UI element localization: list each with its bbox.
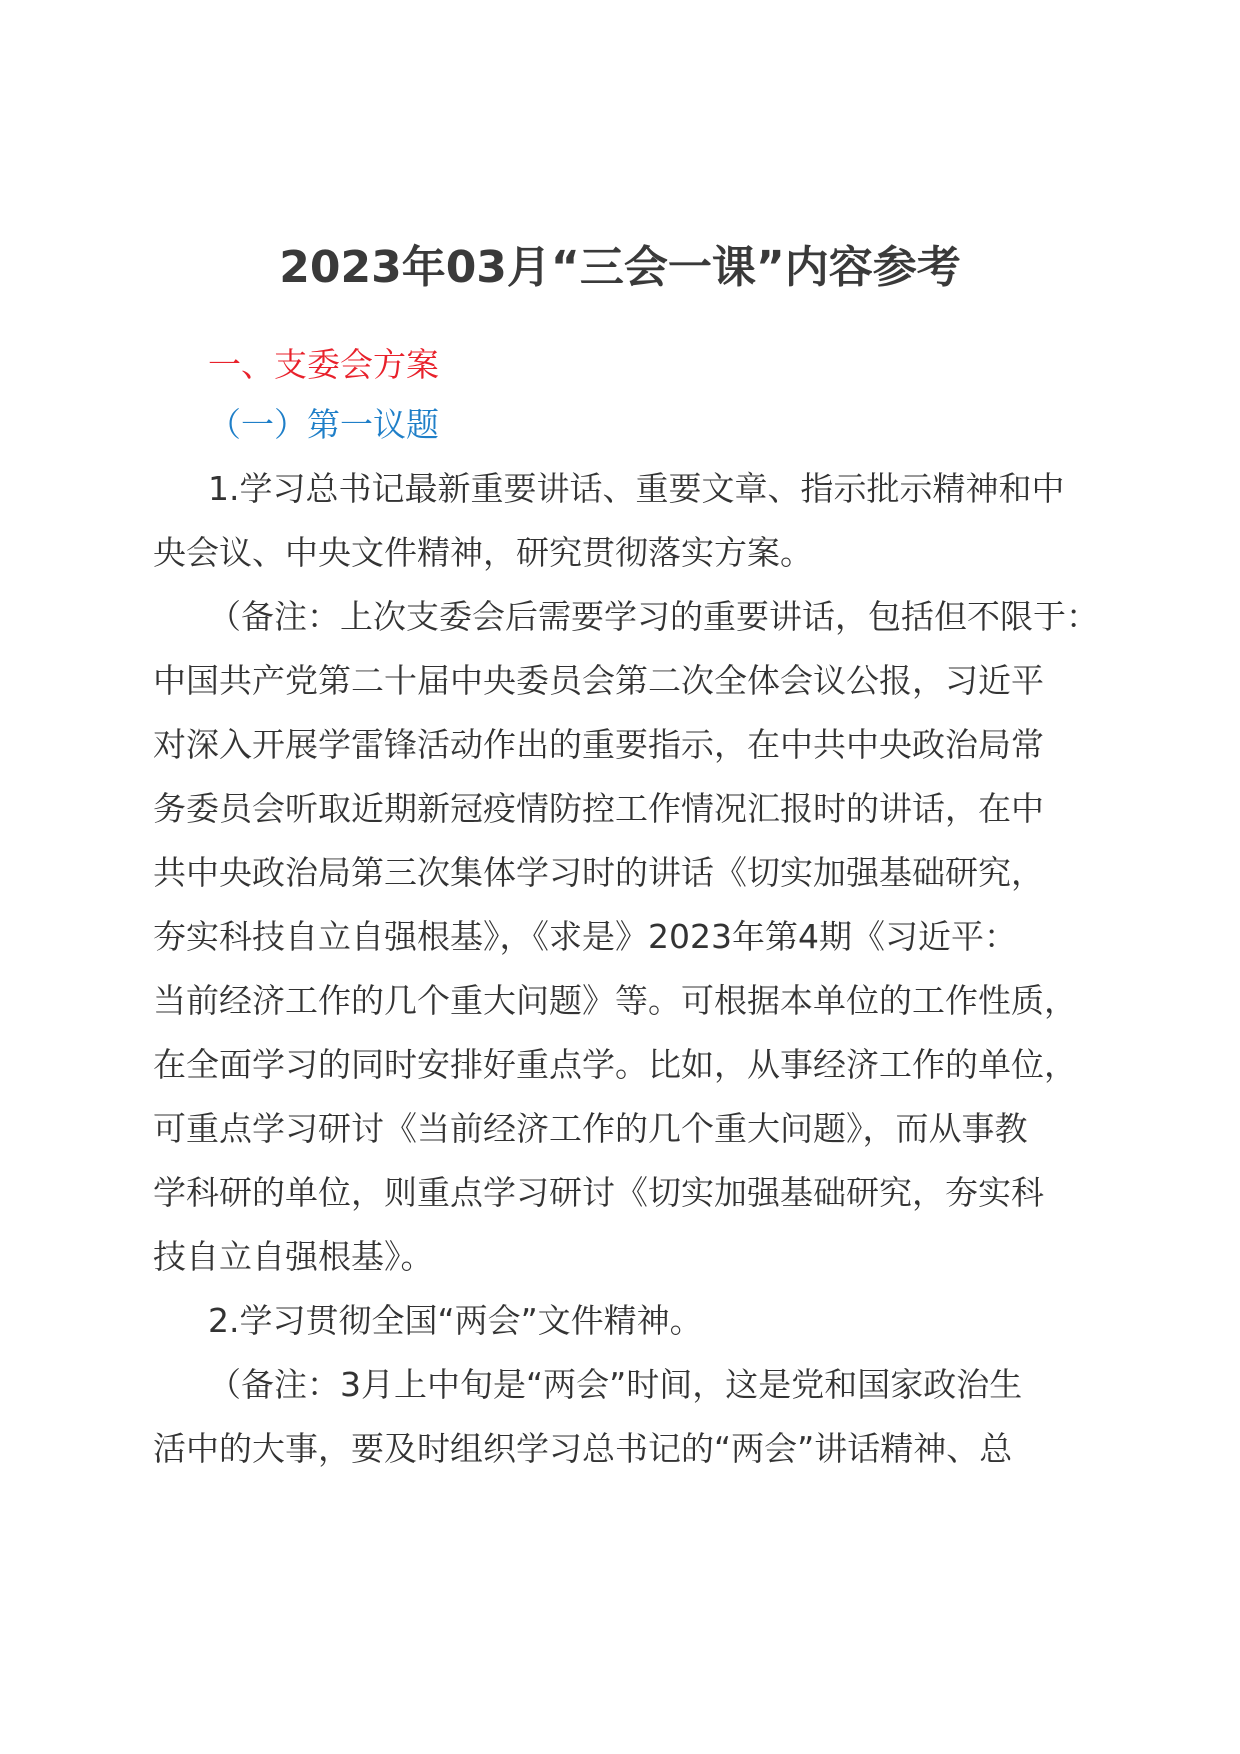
- paragraph-line: 对深入开展学雷锋活动作出的重要指示，在中共中央政治局常: [153, 725, 1044, 764]
- paragraph-line: 央会议、中央文件精神，研究贯彻落实方案。: [153, 533, 813, 572]
- paragraph-line: 共中央政治局第三次集体学习时的讲话《切实加强基础研究，: [153, 853, 1044, 892]
- paragraph-line: 当前经济工作的几个重大问题》等。可根据本单位的工作性质，: [153, 981, 1077, 1020]
- paragraph-line: 学科研的单位，则重点学习研讨《切实加强基础研究，夯实科: [153, 1173, 1044, 1212]
- paragraph-line: 1.学习总书记最新重要讲话、重要文章、指示批示精神和中: [208, 469, 1065, 508]
- paragraph-line: 在全面学习的同时安排好重点学。比如，从事经济工作的单位，: [153, 1045, 1077, 1084]
- paragraph-line: （备注：3月上中旬是“两会”时间，这是党和国家政治生: [208, 1365, 1023, 1404]
- paragraph-line: 2.学习贯彻全国“两会”文件精神。: [208, 1301, 703, 1340]
- paragraph-line: 夯实科技自立自强根基》，《求是》2023年第4期《习近平：: [153, 917, 1017, 956]
- paragraph-line: 务委员会听取近期新冠疫情防控工作情况汇报时的讲话，在中: [153, 789, 1044, 828]
- paragraph-line: （备注：上次支委会后需要学习的重要讲话，包括但不限于：: [208, 597, 1099, 636]
- subsection-heading: （一）第一议题: [208, 405, 439, 444]
- document-title: 2023年03月“三会一课”内容参考: [279, 242, 961, 293]
- paragraph-line: 技自立自强根基》。: [153, 1237, 434, 1276]
- paragraph-line: 中国共产党第二十届中央委员会第二次全体会议公报，习近平: [153, 661, 1044, 700]
- paragraph-line: 活中的大事，要及时组织学习总书记的“两会”讲话精神、总: [153, 1429, 1013, 1468]
- section-heading: 一、支委会方案: [208, 345, 439, 384]
- paragraph-line: 可重点学习研讨《当前经济工作的几个重大问题》，而从事教: [153, 1109, 1028, 1148]
